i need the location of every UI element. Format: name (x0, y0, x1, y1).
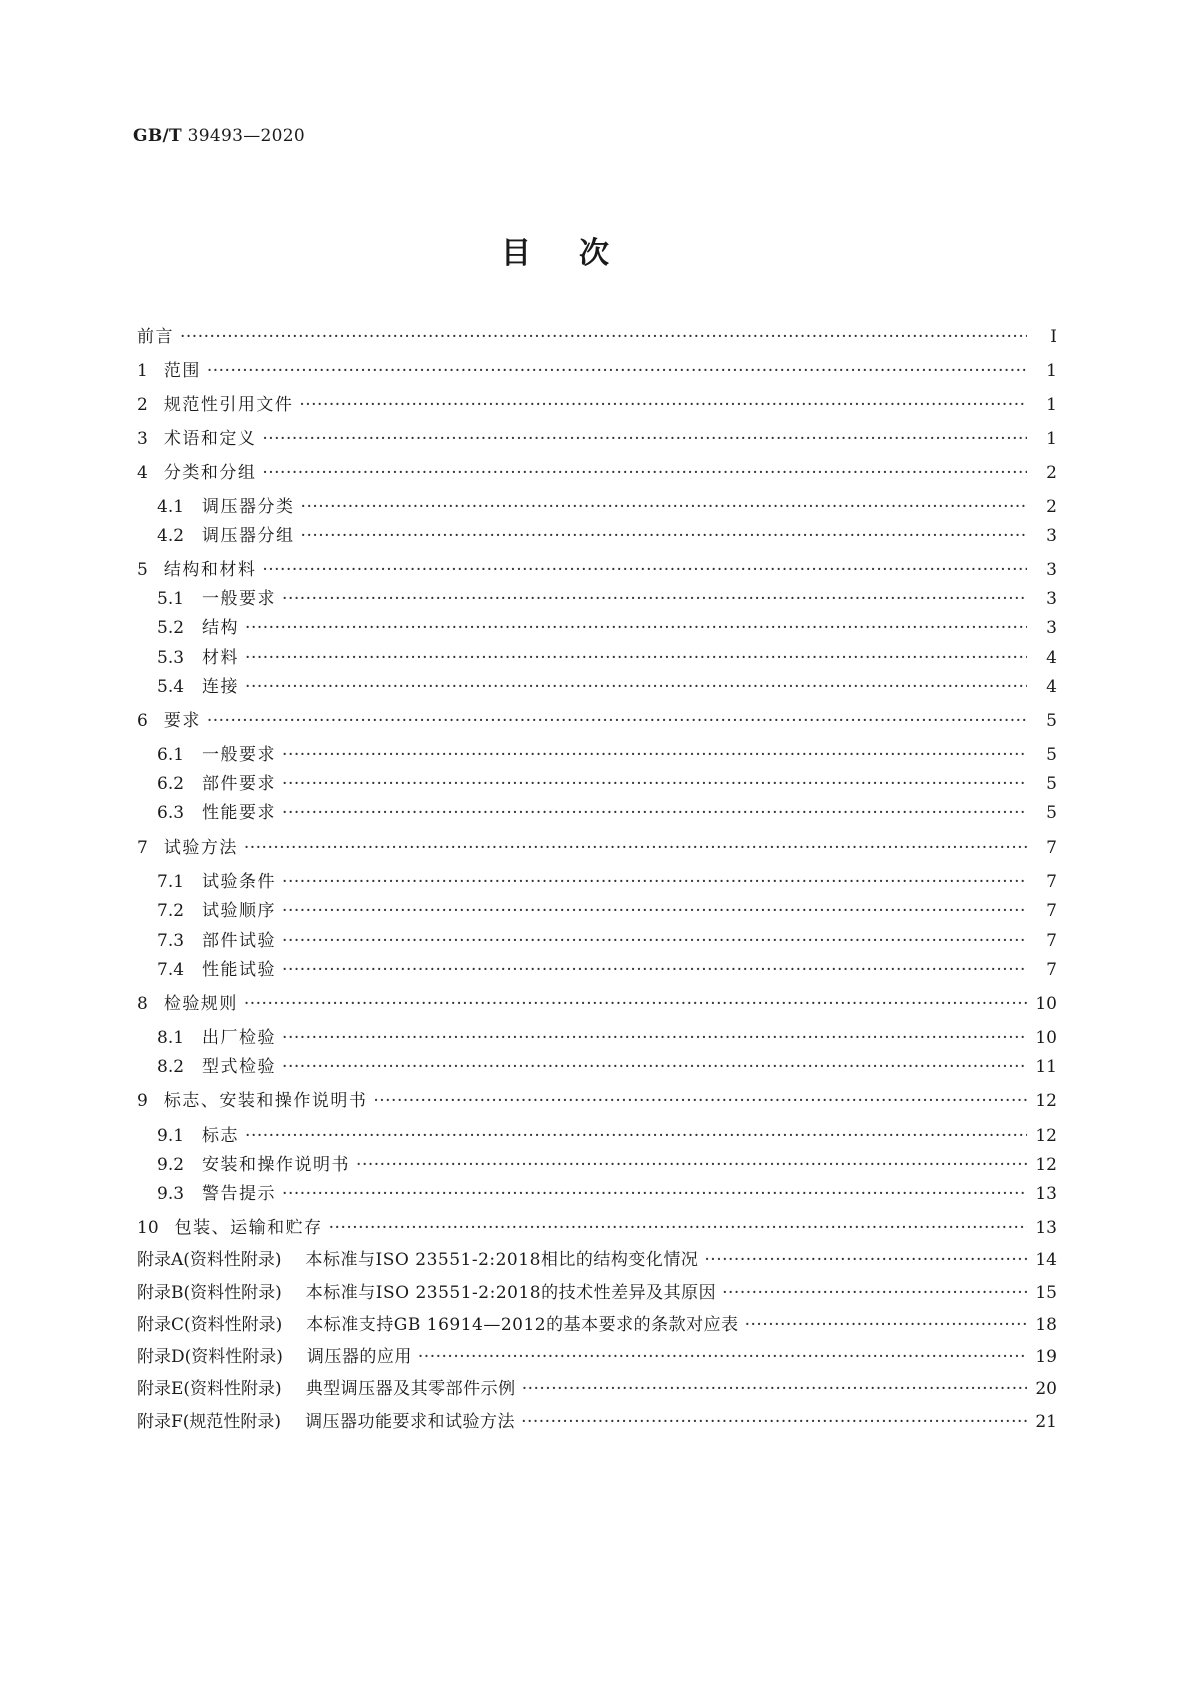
toc-entry-number: 7.1 (157, 872, 185, 892)
toc-entry[interactable] (137, 584, 1057, 608)
toc-entry-number: 4 (137, 463, 148, 483)
toc-entry-page: Ⅰ (1050, 327, 1057, 347)
toc-entry-number: 10 (137, 1218, 159, 1238)
toc-entry-title: 性能要求 (202, 803, 277, 823)
toc-entry-page: 2 (1046, 463, 1057, 483)
toc-entry-page: 7 (1046, 872, 1057, 892)
toc-entry-title: 范围 (163, 361, 201, 381)
toc-entry-number: 附录B(资料性附录) (137, 1283, 282, 1303)
standard-code (133, 126, 305, 146)
toc-entry-number: 7.4 (157, 960, 185, 980)
dot-leader (373, 1091, 1027, 1111)
dot-leader (722, 1283, 1027, 1303)
toc-entry-title: 调压器功能要求和试验方法 (305, 1412, 516, 1432)
toc-entry[interactable] (137, 672, 1057, 696)
toc-entry[interactable] (137, 1150, 1057, 1174)
toc-entry-number: 8.2 (157, 1057, 185, 1077)
dot-leader (245, 677, 1027, 697)
toc-entry-page: 3 (1046, 589, 1057, 609)
toc-entry-title: 包装、运输和贮存 (174, 1218, 323, 1238)
toc-entry-title: 连接 (202, 677, 240, 697)
toc-entry[interactable] (137, 613, 1057, 637)
standard-number: 39493—2020 (187, 126, 306, 146)
toc-entry-number: 8.1 (157, 1028, 185, 1048)
toc-entry-title: 分类和分组 (163, 463, 257, 483)
toc-entry-page: 4 (1046, 648, 1057, 668)
toc-entry-page: 15 (1035, 1283, 1057, 1303)
toc-entry[interactable] (137, 955, 1057, 979)
dot-leader (262, 463, 1027, 483)
dot-leader (301, 526, 1027, 546)
toc-entry-title: 检验规则 (163, 994, 238, 1014)
dot-leader (329, 1218, 1027, 1238)
toc-entry-title: 安装和操作说明书 (202, 1155, 351, 1175)
toc-entry[interactable] (137, 769, 1057, 793)
toc-entry-page: 12 (1035, 1126, 1057, 1146)
toc-entry-page: 19 (1035, 1347, 1057, 1367)
toc-entry-number: 附录E(资料性附录) (137, 1379, 282, 1399)
toc-entry-number: 8 (137, 994, 148, 1014)
toc-entry-title: 调压器分类 (202, 497, 295, 517)
toc-entry[interactable] (137, 1245, 1057, 1269)
toc-entry-title: 调压器的应用 (306, 1347, 412, 1367)
toc-entry[interactable] (137, 926, 1057, 950)
toc-entry-page: 3 (1046, 560, 1057, 580)
toc-entry-page: 4 (1046, 677, 1057, 697)
toc-entry-page: 7 (1046, 960, 1057, 980)
dot-leader (282, 960, 1027, 980)
toc-entry-number: 6.2 (157, 774, 185, 794)
dot-leader (282, 1028, 1027, 1048)
toc-entry[interactable] (137, 989, 1057, 1013)
toc-entry-title: 警告提示 (202, 1184, 277, 1204)
toc-entry[interactable] (137, 1374, 1057, 1398)
toc-entry-page: 1 (1046, 429, 1057, 449)
dot-leader (299, 395, 1027, 415)
toc-entry[interactable] (137, 458, 1057, 482)
toc-entry-number: 6 (137, 711, 148, 731)
toc-entry-page: 11 (1035, 1057, 1057, 1077)
dot-leader (745, 1315, 1027, 1335)
toc-entry[interactable] (137, 867, 1057, 891)
toc-entry-title: 本标准支持GB 16914—2012的基本要求的条款对应表 (306, 1315, 739, 1335)
dot-leader (282, 1057, 1027, 1077)
toc-entry[interactable] (137, 1023, 1057, 1047)
toc-entry[interactable] (137, 1407, 1057, 1431)
toc-entry-page: 14 (1035, 1250, 1057, 1270)
toc-entry-number: 附录D(资料性附录) (137, 1347, 283, 1367)
toc-entry-page: 5 (1046, 774, 1057, 794)
toc-entry-title: 标志 (202, 1126, 240, 1146)
toc-entry-number: 9 (137, 1091, 148, 1111)
toc-entry-title: 部件要求 (202, 774, 277, 794)
dot-leader (522, 1379, 1027, 1399)
toc-entry-page: 21 (1035, 1412, 1057, 1432)
toc-entry-title: 术语和定义 (163, 429, 257, 449)
toc-entry-number: 4.1 (157, 497, 185, 517)
toc-entry-title: 试验方法 (163, 838, 238, 858)
toc-entry-number: 9.2 (157, 1155, 185, 1175)
toc-entry[interactable] (137, 1086, 1057, 1110)
toc-entry-page: 18 (1035, 1315, 1057, 1335)
toc-entry-title: 本标准与ISO 23551-2:2018相比的结构变化情况 (305, 1250, 699, 1270)
toc-entry[interactable] (137, 322, 1057, 346)
toc-entry-number: 5.4 (157, 677, 185, 697)
dot-leader (180, 327, 1027, 347)
toc-entry-title: 规范性引用文件 (163, 395, 294, 415)
toc-entry-page: 20 (1035, 1379, 1057, 1399)
toc-entry-title: 调压器分组 (202, 526, 295, 546)
toc-entry-page: 3 (1046, 618, 1057, 638)
toc-entry-title: 结构 (202, 618, 240, 638)
toc-entry-number: 6.1 (157, 745, 185, 765)
dot-leader (245, 618, 1027, 638)
dot-leader (282, 774, 1027, 794)
dot-leader (282, 803, 1027, 823)
toc-entry-page: 1 (1046, 361, 1057, 381)
toc-entry-title: 一般要求 (202, 589, 277, 609)
dot-leader (207, 361, 1027, 381)
toc-entry[interactable] (137, 1213, 1057, 1237)
page-title: 目次 (501, 236, 657, 271)
toc-entry-title: 出厂检验 (202, 1028, 277, 1048)
toc-entry-number: 9.1 (157, 1126, 185, 1146)
toc-entry-number: 2 (137, 395, 148, 415)
toc-entry-number: 9.3 (157, 1184, 185, 1204)
toc-entry-page: 5 (1046, 745, 1057, 765)
toc-entry-number: 7 (137, 838, 148, 858)
toc-entry[interactable] (137, 555, 1057, 579)
dot-leader (356, 1155, 1027, 1175)
toc-entry-title: 部件试验 (202, 931, 277, 951)
toc-entry-number: 5 (137, 560, 148, 580)
toc-entry-page: 10 (1035, 994, 1057, 1014)
toc-entry-number: 3 (137, 429, 148, 449)
toc-entry[interactable] (137, 1052, 1057, 1076)
toc-entry-page: 1 (1046, 395, 1057, 415)
dot-leader (282, 931, 1027, 951)
toc-entry-page: 5 (1046, 803, 1057, 823)
toc-entry-page: 13 (1035, 1184, 1057, 1204)
toc-entry-title: 前言 (137, 327, 174, 347)
toc-entry-number: 5.2 (157, 618, 185, 638)
toc-entry-page: 2 (1046, 497, 1057, 517)
toc-entry-number: 5.3 (157, 648, 185, 668)
dot-leader (282, 745, 1027, 765)
dot-leader (245, 648, 1027, 668)
toc-entry-title: 试验顺序 (202, 901, 277, 921)
toc-entry-number: 7.2 (157, 901, 185, 921)
toc-entry-number: 5.1 (157, 589, 185, 609)
toc-entry[interactable] (137, 643, 1057, 667)
toc-entry-page: 13 (1035, 1218, 1057, 1238)
dot-leader (244, 838, 1027, 858)
dot-leader (418, 1347, 1027, 1367)
toc-entry-number: 附录F(规范性附录) (137, 1412, 282, 1432)
toc-entry[interactable] (137, 1278, 1057, 1302)
toc-entry-title: 结构和材料 (163, 560, 257, 580)
dot-leader (207, 711, 1027, 731)
toc-entry-title: 本标准与ISO 23551-2:2018的技术性差异及其原因 (305, 1283, 717, 1303)
toc-entry[interactable] (137, 706, 1057, 730)
dot-leader (262, 560, 1027, 580)
toc-entry[interactable] (137, 833, 1057, 857)
dot-leader (244, 994, 1027, 1014)
dot-leader (282, 901, 1027, 921)
toc-entry[interactable] (137, 492, 1057, 516)
toc-entry[interactable] (137, 521, 1057, 545)
toc-entry[interactable] (137, 740, 1057, 764)
dot-leader (521, 1412, 1027, 1432)
toc-entry-page: 7 (1046, 931, 1057, 951)
toc-entry-title: 试验条件 (202, 872, 277, 892)
toc-entry-page: 10 (1035, 1028, 1057, 1048)
toc-entry[interactable] (137, 424, 1057, 448)
dot-leader (282, 1184, 1027, 1204)
dot-leader (282, 589, 1027, 609)
toc-entry[interactable] (137, 1342, 1057, 1366)
toc-entry[interactable] (137, 390, 1057, 414)
dot-leader (282, 872, 1027, 892)
dot-leader (245, 1126, 1027, 1146)
toc-entry-number: 4.2 (157, 526, 185, 546)
toc-entry[interactable] (137, 356, 1057, 380)
toc-entry-title: 要求 (163, 711, 201, 731)
toc-entry-number: 附录A(资料性附录) (137, 1250, 282, 1270)
toc-entry-number: 7.3 (157, 931, 185, 951)
toc-entry[interactable] (137, 896, 1057, 920)
toc-entry-number: 附录C(资料性附录) (137, 1315, 283, 1335)
toc-entry-title: 型式检验 (202, 1057, 277, 1077)
toc-entry[interactable] (137, 1310, 1057, 1334)
toc-entry-title: 材料 (202, 648, 240, 668)
toc-entry-page: 5 (1046, 711, 1057, 731)
toc-entry-page: 3 (1046, 526, 1057, 546)
toc-entry[interactable] (137, 1121, 1057, 1145)
dot-leader (301, 497, 1027, 517)
toc-entry[interactable] (137, 1179, 1057, 1203)
toc-entry-title: 标志、安装和操作说明书 (163, 1091, 368, 1111)
toc-entry-page: 7 (1046, 901, 1057, 921)
toc-entry-page: 12 (1035, 1155, 1057, 1175)
dot-leader (262, 429, 1027, 449)
toc-entry-page: 12 (1035, 1091, 1057, 1111)
toc-entry-title: 一般要求 (202, 745, 277, 765)
toc-entry-number: 6.3 (157, 803, 185, 823)
toc-entry-page: 7 (1046, 838, 1057, 858)
toc-entry-number: 1 (137, 361, 148, 381)
standard-prefix: GB/T (133, 126, 182, 146)
toc-entry-title: 性能试验 (202, 960, 277, 980)
toc-entry[interactable] (137, 798, 1057, 822)
dot-leader (704, 1250, 1027, 1270)
toc-entry-title: 典型调压器及其零部件示例 (305, 1379, 516, 1399)
